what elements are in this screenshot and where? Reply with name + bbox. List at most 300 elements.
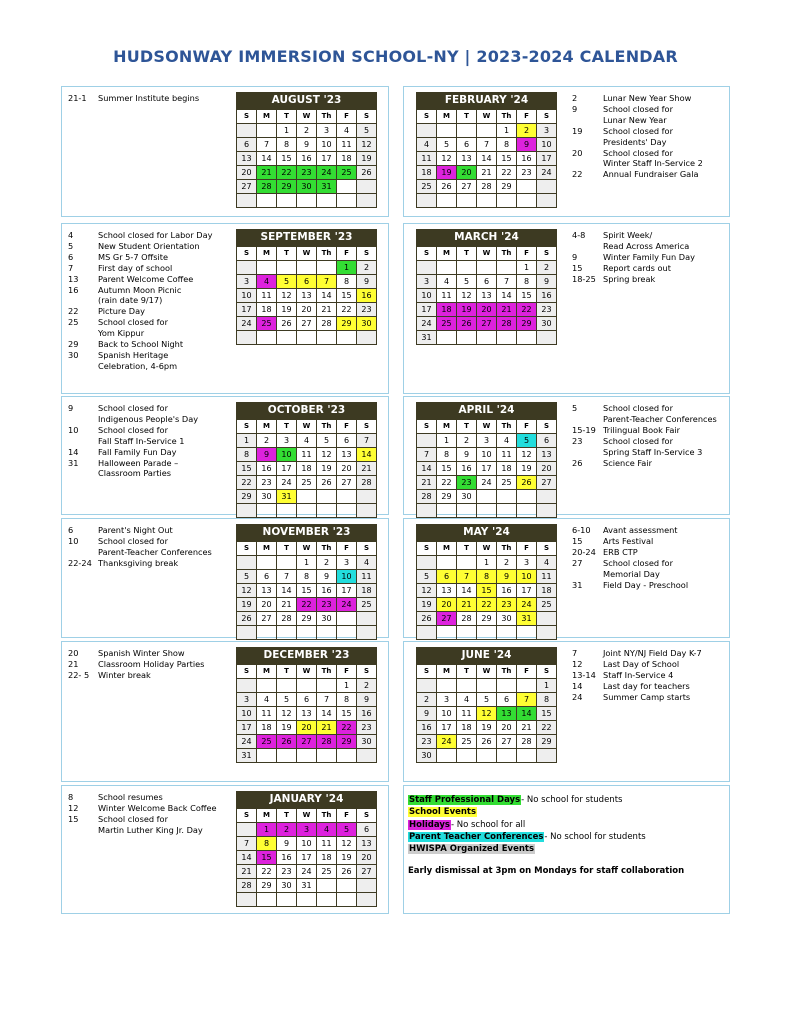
event-text: School closed for Winter Staff In-Service 2 <box>603 147 703 169</box>
event-date: 22- 5 <box>68 669 90 680</box>
weekday-header: S <box>237 110 257 124</box>
weekday-header: T <box>277 542 297 556</box>
day-cell: 21 <box>317 303 337 317</box>
day-cell: 17 <box>517 584 537 598</box>
legend-description: - No school for all <box>450 819 526 830</box>
event-date: 6 <box>68 525 74 535</box>
empty-day-cell <box>237 261 257 275</box>
day-grid <box>236 808 377 907</box>
day-cell: 10 <box>317 138 337 152</box>
empty-day-cell <box>437 626 457 640</box>
day-cell: 11 <box>497 448 517 462</box>
day-cell: 19 <box>477 721 497 735</box>
empty-day-cell <box>277 556 297 570</box>
day-cell: 5 <box>457 275 477 289</box>
day-cell: 23 <box>257 476 277 490</box>
day-cell: 31 <box>417 331 437 345</box>
month-block-may-24 <box>403 518 730 638</box>
weekday-header: S <box>357 665 377 679</box>
day-cell: 27 <box>237 180 257 194</box>
day-cell: 11 <box>417 152 437 166</box>
day-cell: 21 <box>517 721 537 735</box>
day-cell: 13 <box>357 837 377 851</box>
day-cell: 22 <box>237 476 257 490</box>
empty-day-cell <box>537 749 557 763</box>
legend-block <box>403 785 730 914</box>
event-date: 14 <box>68 446 79 457</box>
day-cell: 24 <box>317 166 337 180</box>
event-date: 20-24 <box>572 546 596 557</box>
month-calendar <box>236 402 377 518</box>
day-cell: 12 <box>457 289 477 303</box>
day-cell: 19 <box>277 303 297 317</box>
event-date: 7 <box>68 262 74 273</box>
day-cell: 20 <box>477 303 497 317</box>
event-date: 6 <box>68 251 74 262</box>
empty-day-cell <box>317 490 337 504</box>
event-item <box>572 659 730 670</box>
day-cell: 16 <box>317 584 337 598</box>
empty-day-cell <box>497 331 517 345</box>
day-cell: 8 <box>297 570 317 584</box>
empty-day-cell <box>457 679 477 693</box>
event-text: ERB CTP <box>603 546 638 557</box>
event-date: 7 <box>572 648 578 658</box>
event-text: New Student Orientation <box>98 240 200 251</box>
event-date: 27 <box>572 557 583 568</box>
weekday-header: S <box>537 665 557 679</box>
day-cell: 9 <box>497 570 517 584</box>
empty-day-cell <box>537 626 557 640</box>
event-list <box>68 648 238 681</box>
day-cell: 4 <box>457 693 477 707</box>
day-cell: 13 <box>297 289 317 303</box>
event-date: 8 <box>68 792 74 802</box>
weekday-header: S <box>417 247 437 261</box>
empty-day-cell <box>237 893 257 907</box>
legend-swatch-label: Staff Professional Days <box>409 795 521 805</box>
empty-day-cell <box>257 749 277 763</box>
empty-day-cell <box>517 626 537 640</box>
event-item <box>572 425 730 436</box>
day-cell: 27 <box>357 865 377 879</box>
empty-day-cell <box>437 194 457 208</box>
event-text: Winter Welcome Back Coffee <box>98 802 217 813</box>
weekday-header: S <box>417 665 437 679</box>
event-text: Picture Day <box>98 306 145 317</box>
day-cell: 12 <box>477 707 497 721</box>
day-cell: 12 <box>417 584 437 598</box>
day-cell: 21 <box>497 303 517 317</box>
event-item <box>68 670 238 681</box>
day-cell: 1 <box>537 679 557 693</box>
month-calendar <box>236 647 377 763</box>
day-cell: 18 <box>357 584 377 598</box>
event-item <box>572 547 730 558</box>
day-cell: 30 <box>317 612 337 626</box>
day-cell: 2 <box>497 556 517 570</box>
day-cell: 29 <box>537 735 557 749</box>
empty-day-cell <box>337 749 357 763</box>
weekday-header: M <box>437 665 457 679</box>
day-cell: 12 <box>357 138 377 152</box>
empty-day-cell <box>357 490 377 504</box>
day-cell: 27 <box>477 317 497 331</box>
day-cell: 23 <box>317 598 337 612</box>
day-cell: 26 <box>357 166 377 180</box>
day-cell: 7 <box>517 693 537 707</box>
empty-day-cell <box>237 556 257 570</box>
day-cell: 3 <box>337 556 357 570</box>
month-calendar <box>416 647 557 763</box>
day-cell: 7 <box>417 448 437 462</box>
day-cell: 3 <box>317 124 337 138</box>
empty-day-cell <box>477 261 497 275</box>
event-item <box>68 339 238 350</box>
day-cell: 23 <box>357 721 377 735</box>
day-cell: 16 <box>517 152 537 166</box>
day-grid <box>236 541 377 640</box>
day-cell: 29 <box>477 612 497 626</box>
event-date: 10 <box>68 535 79 546</box>
day-cell: 8 <box>517 275 537 289</box>
day-cell: 25 <box>257 735 277 749</box>
event-date: 30 <box>68 349 79 360</box>
empty-day-cell <box>537 194 557 208</box>
weekday-header: M <box>257 247 277 261</box>
empty-day-cell <box>237 626 257 640</box>
event-item <box>68 252 238 263</box>
event-text: School closed for Lunar New Year <box>603 103 673 125</box>
day-cell: 8 <box>257 837 277 851</box>
day-cell: 29 <box>337 735 357 749</box>
event-text: MS Gr 5-7 Offsite <box>98 251 169 262</box>
empty-day-cell <box>357 194 377 208</box>
event-text: Classroom Holiday Parties <box>98 658 205 669</box>
day-cell: 19 <box>437 166 457 180</box>
day-cell: 15 <box>437 462 457 476</box>
empty-day-cell <box>437 331 457 345</box>
day-cell: 10 <box>417 289 437 303</box>
month-block-january-24 <box>61 785 389 914</box>
day-cell: 20 <box>497 721 517 735</box>
event-item <box>572 403 730 425</box>
day-cell: 4 <box>257 693 277 707</box>
weekday-header: M <box>257 809 277 823</box>
day-cell: 23 <box>357 303 377 317</box>
empty-day-cell <box>537 331 557 345</box>
day-cell: 7 <box>357 434 377 448</box>
event-item <box>68 525 238 536</box>
day-cell: 6 <box>337 434 357 448</box>
day-cell: 30 <box>537 317 557 331</box>
day-cell: 11 <box>437 289 457 303</box>
day-cell: 14 <box>417 462 437 476</box>
day-cell: 8 <box>537 693 557 707</box>
empty-day-cell <box>297 626 317 640</box>
day-cell: 18 <box>537 584 557 598</box>
day-cell: 30 <box>357 735 377 749</box>
empty-day-cell <box>337 504 357 518</box>
event-list <box>68 230 238 372</box>
event-list <box>572 403 730 468</box>
weekday-header: W <box>477 542 497 556</box>
month-block-september-23 <box>61 223 389 394</box>
empty-day-cell <box>237 823 257 837</box>
event-text: School closed for Labor Day <box>98 230 213 240</box>
day-cell: 3 <box>277 434 297 448</box>
empty-day-cell <box>537 612 557 626</box>
day-cell: 5 <box>277 693 297 707</box>
day-cell: 10 <box>237 707 257 721</box>
day-cell: 1 <box>237 434 257 448</box>
weekday-header: S <box>237 542 257 556</box>
day-cell: 19 <box>417 598 437 612</box>
weekday-header: S <box>237 420 257 434</box>
empty-day-cell <box>497 194 517 208</box>
day-cell: 16 <box>297 152 317 166</box>
event-item <box>572 436 730 458</box>
day-cell: 2 <box>517 124 537 138</box>
event-text: Spring break <box>603 273 656 284</box>
empty-day-cell <box>297 749 317 763</box>
day-cell: 12 <box>277 707 297 721</box>
day-cell: 25 <box>317 865 337 879</box>
day-cell: 20 <box>437 598 457 612</box>
day-cell: 2 <box>257 434 277 448</box>
day-cell: 17 <box>317 152 337 166</box>
event-date: 18-25 <box>572 273 596 284</box>
day-cell: 9 <box>517 138 537 152</box>
day-cell: 20 <box>297 303 317 317</box>
empty-day-cell <box>257 194 277 208</box>
event-date: 21-1 <box>68 93 87 103</box>
day-cell: 21 <box>317 721 337 735</box>
day-cell: 25 <box>437 317 457 331</box>
weekday-header: S <box>357 110 377 124</box>
event-item <box>68 274 238 285</box>
empty-day-cell <box>457 749 477 763</box>
month-block-august-23 <box>61 86 389 217</box>
empty-day-cell <box>417 626 437 640</box>
day-cell: 8 <box>437 448 457 462</box>
page-title: HUDSONWAY IMMERSION SCHOOL-NY | 2023-2024 CALENDAR <box>113 47 678 66</box>
weekday-header: Th <box>317 542 337 556</box>
weekday-header: F <box>337 542 357 556</box>
day-cell: 21 <box>477 166 497 180</box>
month-header: JUNE '24 <box>416 647 557 664</box>
day-cell: 28 <box>317 317 337 331</box>
day-cell: 31 <box>297 879 317 893</box>
day-cell: 27 <box>537 476 557 490</box>
day-cell: 9 <box>277 837 297 851</box>
event-text: School closed for Presidents' Day <box>603 125 673 147</box>
day-cell: 6 <box>237 138 257 152</box>
month-header: FEBRUARY '24 <box>416 92 557 109</box>
day-cell: 11 <box>457 707 477 721</box>
day-cell: 30 <box>297 180 317 194</box>
day-cell: 6 <box>497 693 517 707</box>
day-cell: 14 <box>257 152 277 166</box>
day-cell: 15 <box>497 152 517 166</box>
event-list <box>68 525 238 569</box>
day-cell: 4 <box>297 434 317 448</box>
empty-day-cell <box>417 504 437 518</box>
empty-day-cell <box>357 612 377 626</box>
day-cell: 22 <box>337 721 357 735</box>
weekday-header: M <box>437 542 457 556</box>
event-text: Spirit Week/ Read Across America <box>603 230 690 251</box>
empty-day-cell <box>417 261 437 275</box>
empty-day-cell <box>457 261 477 275</box>
weekday-header: Th <box>497 665 517 679</box>
month-block-june-24 <box>403 641 730 782</box>
empty-day-cell <box>477 490 497 504</box>
day-cell: 13 <box>457 152 477 166</box>
day-cell: 21 <box>237 865 257 879</box>
day-cell: 24 <box>237 317 257 331</box>
day-cell: 19 <box>237 598 257 612</box>
day-cell: 18 <box>417 166 437 180</box>
day-cell: 8 <box>277 138 297 152</box>
event-list <box>572 230 730 285</box>
event-date: 16 <box>68 284 79 295</box>
empty-day-cell <box>357 879 377 893</box>
empty-day-cell <box>237 194 257 208</box>
event-text: School closed for Fall Staff In-Service 1 <box>98 424 185 446</box>
day-grid <box>416 664 557 763</box>
day-cell: 6 <box>457 138 477 152</box>
event-date: 15 <box>68 813 79 824</box>
month-block-february-24 <box>403 86 730 217</box>
empty-day-cell <box>437 749 457 763</box>
day-cell: 24 <box>437 735 457 749</box>
event-item <box>68 93 238 104</box>
event-item <box>68 350 238 372</box>
day-cell: 17 <box>337 584 357 598</box>
day-cell: 5 <box>237 570 257 584</box>
event-item <box>572 692 730 703</box>
weekday-header: M <box>437 420 457 434</box>
day-cell: 22 <box>437 476 457 490</box>
day-cell: 17 <box>277 462 297 476</box>
weekday-header: T <box>457 542 477 556</box>
day-cell: 21 <box>357 462 377 476</box>
day-cell: 16 <box>277 851 297 865</box>
day-cell: 4 <box>317 823 337 837</box>
day-cell: 4 <box>417 138 437 152</box>
day-cell: 24 <box>517 598 537 612</box>
day-grid <box>416 109 557 208</box>
empty-day-cell <box>297 679 317 693</box>
month-header: OCTOBER '23 <box>236 402 377 419</box>
day-cell: 23 <box>417 735 437 749</box>
event-text: Report cards out <box>603 262 671 273</box>
day-cell: 27 <box>497 735 517 749</box>
empty-day-cell <box>257 504 277 518</box>
day-cell: 25 <box>417 180 437 194</box>
event-date: 4 <box>68 230 74 240</box>
day-cell: 4 <box>437 275 457 289</box>
day-cell: 11 <box>297 448 317 462</box>
day-cell: 1 <box>257 823 277 837</box>
empty-day-cell <box>257 331 277 345</box>
event-text: Spanish Winter Show <box>98 648 185 658</box>
day-cell: 10 <box>537 138 557 152</box>
day-cell: 26 <box>237 612 257 626</box>
day-cell: 28 <box>457 612 477 626</box>
day-grid <box>416 419 557 518</box>
empty-day-cell <box>237 331 257 345</box>
day-cell: 29 <box>497 180 517 194</box>
empty-day-cell <box>517 180 537 194</box>
weekday-header: M <box>257 542 277 556</box>
event-list <box>572 93 730 180</box>
day-cell: 28 <box>237 879 257 893</box>
empty-day-cell <box>257 893 277 907</box>
legend-swatch-label: HWISPA Organized Events <box>409 844 535 855</box>
day-cell: 26 <box>337 865 357 879</box>
day-cell: 12 <box>337 837 357 851</box>
event-date: 9 <box>68 403 74 413</box>
weekday-header: M <box>257 110 277 124</box>
weekday-header: S <box>357 247 377 261</box>
day-grid <box>236 109 377 208</box>
empty-day-cell <box>317 626 337 640</box>
empty-day-cell <box>497 626 517 640</box>
day-cell: 5 <box>317 434 337 448</box>
legend-item <box>408 843 684 855</box>
event-date: 12 <box>572 658 583 669</box>
day-cell: 2 <box>357 261 377 275</box>
day-cell: 27 <box>297 317 317 331</box>
day-cell: 8 <box>497 138 517 152</box>
weekday-header: F <box>517 542 537 556</box>
weekday-header: W <box>297 247 317 261</box>
empty-day-cell <box>457 331 477 345</box>
event-date: 9 <box>572 251 578 262</box>
day-cell: 4 <box>337 124 357 138</box>
day-cell: 23 <box>517 166 537 180</box>
empty-day-cell <box>357 331 377 345</box>
empty-day-cell <box>317 194 337 208</box>
weekday-header: W <box>477 665 497 679</box>
event-item <box>572 230 730 252</box>
day-cell: 1 <box>337 679 357 693</box>
month-block-march-24 <box>403 223 730 394</box>
day-cell: 28 <box>417 490 437 504</box>
weekday-header: F <box>517 420 537 434</box>
day-cell: 18 <box>497 462 517 476</box>
month-block-december-23 <box>61 641 389 782</box>
event-text: Parent's Night Out <box>98 525 173 535</box>
day-cell: 25 <box>297 476 317 490</box>
weekday-header: M <box>257 665 277 679</box>
empty-day-cell <box>337 893 357 907</box>
day-cell: 22 <box>537 721 557 735</box>
day-cell: 23 <box>497 598 517 612</box>
empty-day-cell <box>497 749 517 763</box>
weekday-header: T <box>277 247 297 261</box>
empty-day-cell <box>337 612 357 626</box>
weekday-header: T <box>277 809 297 823</box>
day-cell: 28 <box>517 735 537 749</box>
day-cell: 29 <box>277 180 297 194</box>
event-text: Staff In-Service 4 <box>603 669 674 680</box>
day-cell: 8 <box>477 570 497 584</box>
legend-swatch-label: Parent Teacher Conferences <box>409 831 544 842</box>
day-cell: 20 <box>537 462 557 476</box>
